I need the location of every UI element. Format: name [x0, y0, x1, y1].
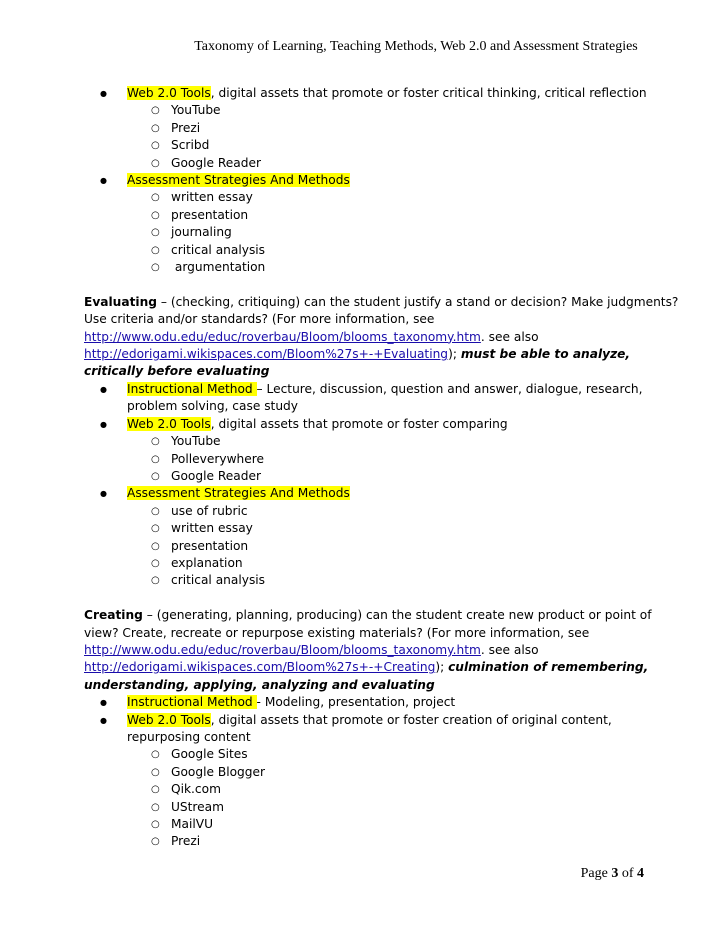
- evaluating-note: must be able to analyze, critically before evaluating: [84, 347, 631, 379]
- list-item: ○ Google Blogger: [127, 764, 684, 781]
- web-tools-label: Web 2.0 Tools: [127, 712, 211, 727]
- list-item: ○ UStream: [127, 799, 684, 816]
- assessment-sublist: [127, 189, 684, 276]
- list-item: ○ presentation: [127, 207, 684, 224]
- assessment-label: Assessment Strategies And Methods: [127, 486, 350, 501]
- list-item: ○ written essay: [127, 520, 684, 537]
- creating-paragraph: Creating – (generating, planning, producing) can the student create new product or point of view? Create, recreate or repurpose existing materials? (For more information, see http://www.odu.edu/educ/roverbau/Bloom/blooms_taxonomy.htm. see also http://edorigami.wikispaces.com/Bloom%27s+-+Creating); culmination of remembering, understanding, applying, analyzing and evaluating: [84, 608, 652, 692]
- list-item: ○ written essay: [127, 189, 684, 206]
- instructional-method-label: Instructional Method: [127, 381, 257, 396]
- list-item: ○ YouTube: [127, 433, 684, 450]
- page-header: Taxonomy of Learning, Teaching Methods, Web 2.0 and Assessment Strategies: [194, 39, 638, 54]
- top-list: [84, 85, 684, 276]
- instructional-method-item: ● Instructional Method - Modeling, presentation, project: [84, 694, 684, 711]
- web-tools-item: ● Web 2.0 Tools, digital assets that promote or foster comparing ○ YouTube ○ Polleverywhere ○ Google Reader: [84, 416, 684, 486]
- odu-link[interactable]: http://www.odu.edu/educ/roverbau/Bloom/blooms_taxonomy.htm: [84, 642, 481, 657]
- assessment-item: [84, 485, 684, 589]
- creating-term: Creating: [84, 608, 143, 623]
- page-footer: Page 3 of 4: [580, 866, 644, 881]
- list-item: ○ Google Reader: [127, 468, 684, 485]
- edorigami-evaluating-link[interactable]: http://edorigami.wikispaces.com/Bloom%27s+-+Evaluating: [84, 347, 449, 362]
- document-body: [84, 85, 684, 851]
- list-item: ○ Google Reader: [127, 155, 684, 172]
- total-pages: 4: [637, 866, 644, 881]
- current-page: 3: [611, 866, 619, 881]
- web-tools-sublist: [127, 746, 684, 850]
- list-item: ○ critical analysis: [127, 572, 684, 589]
- list-item: ○ YouTube: [127, 102, 684, 119]
- odu-link[interactable]: http://www.odu.edu/educ/roverbau/Bloom/blooms_taxonomy.htm: [84, 329, 481, 344]
- list-item: ○ Prezi: [127, 833, 684, 850]
- web-tools-item: ● Web 2.0 Tools, digital assets that promote or foster creation of original content, repurposing content ○ Google Sites ○ Google Blogger ○ Qik.com ○ UStream ○ MailVU ○ Prezi: [84, 712, 684, 851]
- list-item: ○ Prezi: [127, 120, 684, 137]
- creating-list: [84, 694, 684, 851]
- instructional-method-label: Instructional Method: [127, 695, 257, 710]
- list-item: ○ Google Sites: [127, 746, 684, 763]
- assessment-sublist: [127, 503, 684, 590]
- web-tools-sublist: [127, 102, 684, 172]
- list-item: ○ argumentation: [127, 259, 684, 276]
- edorigami-creating-link[interactable]: http://edorigami.wikispaces.com/Bloom%27s+-+Creating: [84, 660, 436, 675]
- web-tools-sublist: [127, 433, 684, 485]
- evaluating-term: Evaluating: [84, 294, 157, 309]
- assessment-item: [84, 172, 684, 276]
- list-item: ○ explanation: [127, 555, 684, 572]
- list-item: ○ presentation: [127, 538, 684, 555]
- list-item: ○ Qik.com: [127, 781, 684, 798]
- assessment-label: Assessment Strategies And Methods: [127, 173, 350, 188]
- web-tools-label: Web 2.0 Tools: [127, 86, 211, 100]
- list-item: ○ Polleverywhere: [127, 451, 684, 468]
- evaluating-list: [84, 381, 684, 590]
- creating-note: culmination of remembering, understanding, applying, analyzing and evaluating: [84, 660, 649, 692]
- list-item: ○ journaling: [127, 224, 684, 241]
- list-item: ○ use of rubric: [127, 503, 684, 520]
- instructional-method-item: ● Instructional Method – Lecture, discussion, question and answer, dialogue, research, problem solving, case study: [84, 381, 684, 416]
- web-tools-label: Web 2.0 Tools: [127, 416, 211, 431]
- list-item: ○ critical analysis: [127, 242, 684, 259]
- list-item: ○ MailVU: [127, 816, 684, 833]
- list-item: ○ Scribd: [127, 137, 684, 154]
- evaluating-paragraph: Evaluating – (checking, critiquing) can the student justify a stand or decision? Make judgments? Use criteria and/or standards? (For more information, see http://www.odu.edu/educ/roverbau/Bloom/blooms_taxonomy.htm. see also http://edorigami.wikispaces.com/Bloom%27s+-+Evaluating); must be able to analyze, critically before evaluating: [84, 294, 679, 379]
- web-tools-item: ● Web 2.0 Tools, digital assets that promote or foster critical thinking, critical reflection ○ YouTube ○ Prezi ○ Scribd ○ Google Reader: [84, 85, 684, 172]
